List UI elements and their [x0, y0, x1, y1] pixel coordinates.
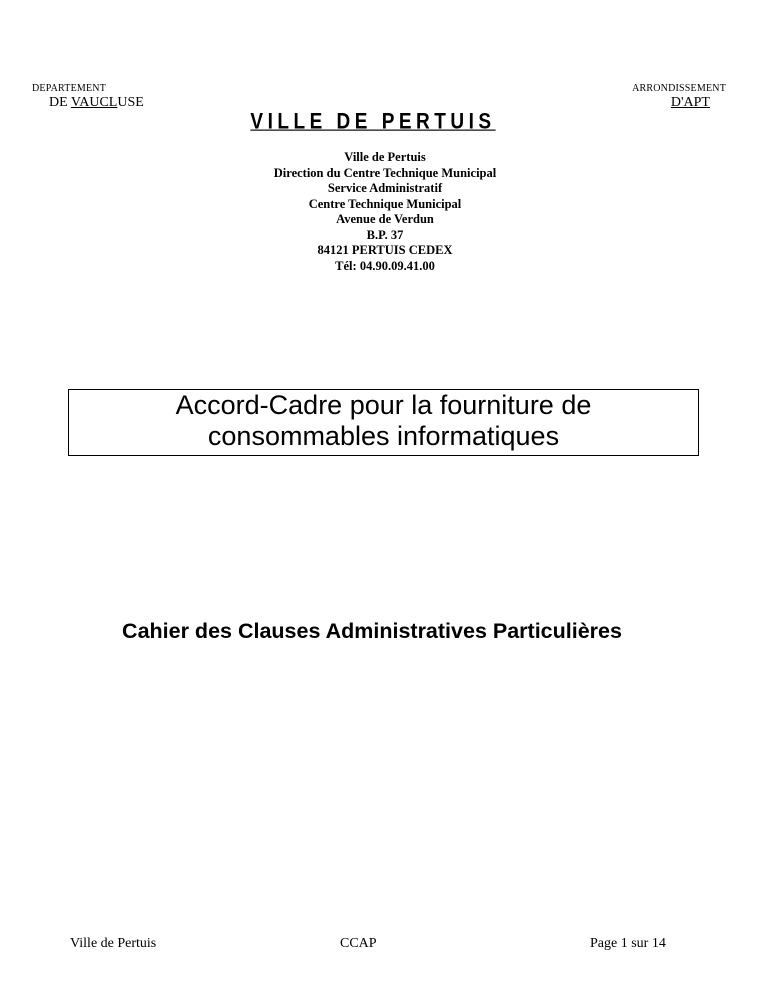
address-block — [0, 150, 768, 274]
address-line: Centre Technique Municipal — [308, 196, 462, 211]
address-line: B.P. 37 — [366, 227, 404, 242]
footer-left: Ville de Pertuis — [70, 936, 157, 951]
address-line: Tél: 04.90.09.41.00 — [335, 258, 435, 273]
department-prefix: DE — [49, 95, 71, 110]
address-line: Ville de Pertuis — [344, 150, 426, 164]
address-line: Direction du Centre Technique Municipal — [273, 165, 497, 180]
department-underlined: VAUCL — [70, 95, 118, 110]
document-title-line-2: consommables informatiques — [207, 421, 560, 451]
footer-page-number: Page 1 sur 14 — [590, 936, 666, 951]
address-line: 84121 PERTUIS CEDEX — [317, 243, 453, 257]
address-line: Avenue de Verdun — [336, 212, 434, 226]
footer-center: CCAP — [340, 936, 377, 951]
document-title — [68, 390, 699, 452]
document-title-line-1: Accord-Cadre pour la fourniture de — [175, 390, 592, 420]
address-line: Service Administratif — [327, 181, 443, 195]
department-suffix: USE — [117, 95, 144, 110]
arrondissement-label: ARRONDISSEMENT — [632, 83, 726, 94]
department-name — [49, 95, 144, 111]
document-subtitle: Cahier des Clauses Administratives Particulières — [122, 619, 622, 643]
arrondissement-name: D'APT — [670, 95, 710, 110]
department-label: DEPARTEMENT — [32, 83, 107, 94]
city-title: VILLE DE PERTUIS — [250, 110, 496, 135]
